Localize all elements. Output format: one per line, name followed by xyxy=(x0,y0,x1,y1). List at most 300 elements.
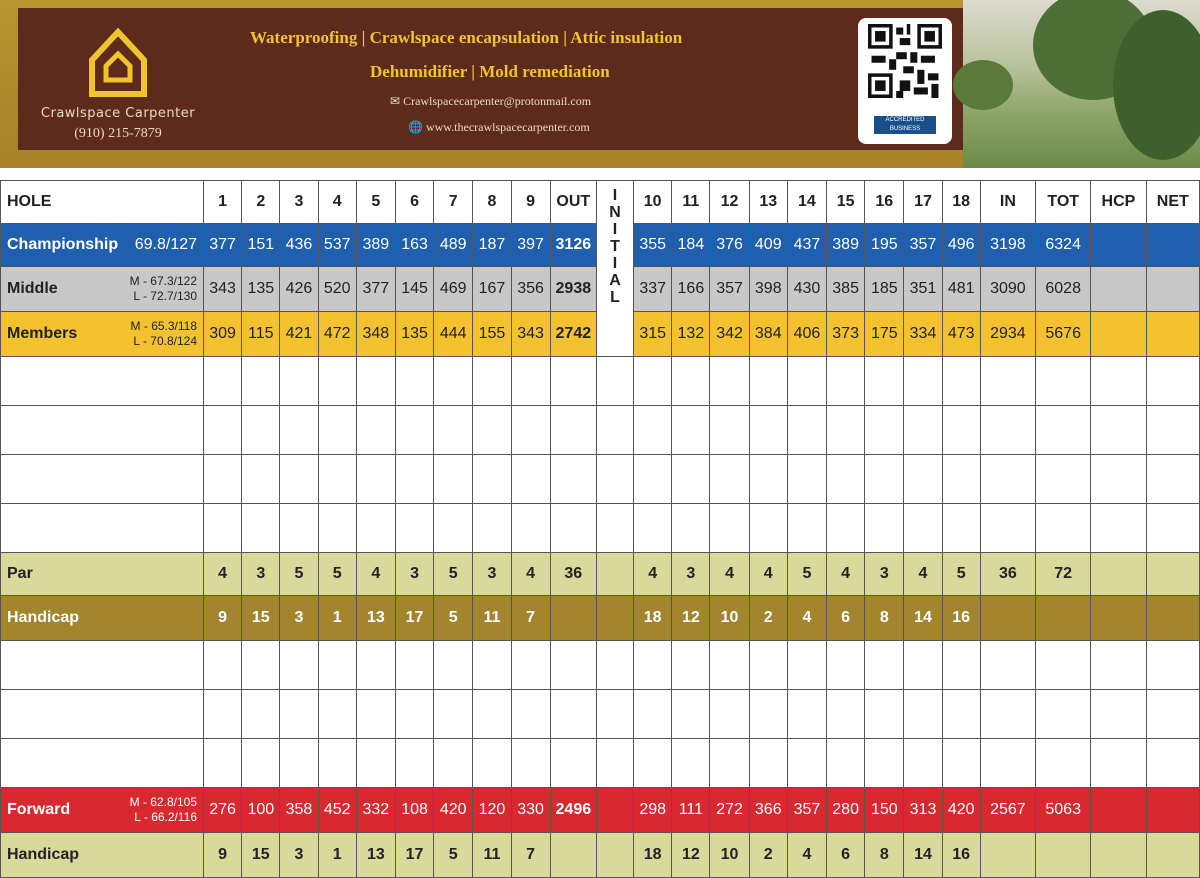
score-entry-cell[interactable] xyxy=(980,641,1035,690)
score-entry-cell[interactable] xyxy=(280,690,318,739)
score-entry-cell[interactable] xyxy=(634,739,672,788)
score-entry-cell[interactable] xyxy=(1091,406,1146,455)
hole-value: 111 xyxy=(672,788,710,833)
score-entry-cell[interactable] xyxy=(1091,455,1146,504)
score-entry-cell[interactable] xyxy=(204,357,242,406)
hole-value: 436 xyxy=(280,224,318,267)
hole-value: 16 xyxy=(942,833,980,878)
score-entry-cell[interactable] xyxy=(242,690,280,739)
row-label xyxy=(1,267,204,312)
score-entry-cell[interactable] xyxy=(634,690,672,739)
score-entry-cell[interactable] xyxy=(827,357,865,406)
score-entry-cell[interactable] xyxy=(280,504,318,553)
score-entry-cell[interactable] xyxy=(204,739,242,788)
score-entry-cell[interactable] xyxy=(511,455,550,504)
tee-name: Par xyxy=(7,565,33,582)
hole-value: 313 xyxy=(904,788,942,833)
score-entry-cell[interactable] xyxy=(395,690,433,739)
score-entry-cell[interactable] xyxy=(749,357,787,406)
score-entry-row xyxy=(1,357,1200,406)
score-entry-cell[interactable] xyxy=(1091,504,1146,553)
score-entry-cell[interactable] xyxy=(942,739,980,788)
hole-value: 100 xyxy=(242,788,280,833)
initial-gap xyxy=(596,455,633,504)
score-entry-cell[interactable] xyxy=(787,357,826,406)
score-entry-cell[interactable] xyxy=(1036,406,1091,455)
score-entry-row xyxy=(1,455,1200,504)
header-cell: 16 xyxy=(865,181,904,224)
score-entry-cell[interactable] xyxy=(710,406,749,455)
score-entry-cell[interactable] xyxy=(280,739,318,788)
score-entry-cell[interactable] xyxy=(242,455,280,504)
hole-value: 4 xyxy=(204,553,242,596)
score-entry-cell[interactable] xyxy=(1,357,204,406)
score-entry-cell[interactable] xyxy=(634,406,672,455)
hole-value: 155 xyxy=(473,312,511,357)
score-entry-cell[interactable] xyxy=(710,455,749,504)
out-total: 2742 xyxy=(550,312,596,357)
score-entry-cell[interactable] xyxy=(395,739,433,788)
score-entry-cell[interactable] xyxy=(904,641,942,690)
score-entry-cell[interactable] xyxy=(634,641,672,690)
score-entry-cell[interactable] xyxy=(672,504,710,553)
initial-column xyxy=(596,181,633,357)
hole-value: 473 xyxy=(942,312,980,357)
score-entry-cell[interactable] xyxy=(1036,739,1091,788)
score-entry-cell[interactable] xyxy=(865,641,904,690)
score-entry-cell[interactable] xyxy=(204,690,242,739)
score-entry-cell[interactable] xyxy=(434,406,473,455)
hole-value: 309 xyxy=(204,312,242,357)
score-entry-cell[interactable] xyxy=(672,455,710,504)
score-entry-cell[interactable] xyxy=(242,739,280,788)
score-entry-cell[interactable] xyxy=(942,406,980,455)
score-entry-cell[interactable] xyxy=(827,690,865,739)
hole-value: 430 xyxy=(787,267,826,312)
out-total xyxy=(550,833,596,878)
score-entry-cell[interactable] xyxy=(865,504,904,553)
score-entry-cell[interactable] xyxy=(1,455,204,504)
globe-icon: 🌐 xyxy=(408,120,423,134)
score-entry-cell[interactable] xyxy=(1036,455,1091,504)
hole-value: 135 xyxy=(242,267,280,312)
hole-value: 18 xyxy=(634,833,672,878)
banner-panel xyxy=(18,8,963,150)
hole-value: 6 xyxy=(827,596,865,641)
score-entry-cell[interactable] xyxy=(318,357,356,406)
score-entry-cell[interactable] xyxy=(1036,641,1091,690)
score-entry-cell[interactable] xyxy=(980,690,1035,739)
bbb-badge: ACCREDITED BUSINESS xyxy=(874,116,936,134)
house-logo-icon xyxy=(86,26,150,98)
score-entry-cell[interactable] xyxy=(634,455,672,504)
score-entry-cell[interactable] xyxy=(511,357,550,406)
hole-value: 2 xyxy=(749,596,787,641)
hole-value: 377 xyxy=(204,224,242,267)
score-entry-cell[interactable] xyxy=(827,739,865,788)
hole-value: 18 xyxy=(634,596,672,641)
hole-value: 385 xyxy=(827,267,865,312)
score-entry-cell[interactable] xyxy=(672,739,710,788)
score-entry-cell[interactable] xyxy=(787,406,826,455)
score-entry-cell[interactable] xyxy=(787,739,826,788)
score-entry-cell[interactable] xyxy=(1036,504,1091,553)
score-entry-cell[interactable] xyxy=(980,455,1035,504)
score-entry-cell[interactable] xyxy=(942,641,980,690)
initial-gap xyxy=(596,357,633,406)
hole-value: 337 xyxy=(634,267,672,312)
hole-value: 10 xyxy=(710,596,749,641)
score-entry-cell[interactable] xyxy=(980,406,1035,455)
score-entry-cell[interactable] xyxy=(710,641,749,690)
score-entry-cell[interactable] xyxy=(749,504,787,553)
hole-value: 4 xyxy=(356,553,395,596)
score-entry-cell[interactable] xyxy=(942,357,980,406)
header-cell: 1 xyxy=(204,181,242,224)
header-cell: 10 xyxy=(634,181,672,224)
hole-value: 469 xyxy=(434,267,473,312)
hole-value: 5 xyxy=(318,553,356,596)
hole-value: 351 xyxy=(904,267,942,312)
score-entry-cell[interactable] xyxy=(473,504,511,553)
hole-value: 17 xyxy=(395,596,433,641)
hole-value: 195 xyxy=(865,224,904,267)
score-entry-cell[interactable] xyxy=(672,357,710,406)
hcp-cell xyxy=(1091,788,1146,833)
score-entry-cell[interactable] xyxy=(280,641,318,690)
initial-letter: I xyxy=(612,187,618,204)
in-total: 3090 xyxy=(980,267,1035,312)
score-entry-cell[interactable] xyxy=(434,357,473,406)
score-entry-cell[interactable] xyxy=(749,455,787,504)
hole-value: 5 xyxy=(787,553,826,596)
tot-total: 72 xyxy=(1036,553,1091,596)
score-entry-cell[interactable] xyxy=(473,455,511,504)
score-entry-cell[interactable] xyxy=(204,504,242,553)
score-entry-cell[interactable] xyxy=(434,504,473,553)
score-entry-cell[interactable] xyxy=(242,406,280,455)
hole-value: 348 xyxy=(356,312,395,357)
score-entry-cell[interactable] xyxy=(827,504,865,553)
initial-gap xyxy=(596,641,633,690)
score-entry-cell[interactable] xyxy=(1146,504,1199,553)
score-entry-cell[interactable] xyxy=(904,406,942,455)
score-entry-cell[interactable] xyxy=(395,641,433,690)
separator: | xyxy=(563,28,567,47)
score-entry-cell[interactable] xyxy=(395,357,433,406)
hole-value: 11 xyxy=(473,833,511,878)
header-cell: HCP xyxy=(1091,181,1146,224)
score-entry-cell[interactable] xyxy=(356,406,395,455)
tot-total: 6324 xyxy=(1036,224,1091,267)
score-entry-cell[interactable] xyxy=(980,504,1035,553)
hole-value: 150 xyxy=(865,788,904,833)
score-entry-cell[interactable] xyxy=(634,504,672,553)
score-entry-cell[interactable] xyxy=(550,406,596,455)
score-entry-cell[interactable] xyxy=(511,739,550,788)
hole-value: 135 xyxy=(395,312,433,357)
score-entry-cell[interactable] xyxy=(242,357,280,406)
score-entry-cell[interactable] xyxy=(1146,406,1199,455)
score-entry-cell[interactable] xyxy=(672,641,710,690)
score-entry-cell[interactable] xyxy=(356,641,395,690)
initial-letter: N xyxy=(609,204,621,221)
score-entry-cell[interactable] xyxy=(511,690,550,739)
score-entry-cell[interactable] xyxy=(980,739,1035,788)
score-entry-cell[interactable] xyxy=(672,406,710,455)
email-line xyxy=(390,94,591,109)
score-entry-cell[interactable] xyxy=(865,357,904,406)
score-entry-cell[interactable] xyxy=(318,739,356,788)
hole-value: 1 xyxy=(318,596,356,641)
score-entry-cell[interactable] xyxy=(710,739,749,788)
par-row xyxy=(1,553,1200,596)
hole-value: 151 xyxy=(242,224,280,267)
initial-gap xyxy=(596,833,633,878)
hole-value: 175 xyxy=(865,312,904,357)
score-entry-cell[interactable] xyxy=(787,455,826,504)
out-total xyxy=(550,596,596,641)
score-entry-cell[interactable] xyxy=(511,406,550,455)
net-cell xyxy=(1146,596,1199,641)
handicap1-row xyxy=(1,596,1200,641)
score-entry-cell[interactable] xyxy=(318,690,356,739)
score-entry-row xyxy=(1,739,1200,788)
score-entry-cell[interactable] xyxy=(1,641,204,690)
score-entry-cell[interactable] xyxy=(511,504,550,553)
hole-value: 120 xyxy=(473,788,511,833)
website-url: www.thecrawlspacecarpenter.com xyxy=(425,120,590,134)
score-entry-cell[interactable] xyxy=(1,406,204,455)
score-entry-cell[interactable] xyxy=(1091,690,1146,739)
header-cell: 7 xyxy=(434,181,473,224)
in-total: 2934 xyxy=(980,312,1035,357)
score-entry-cell[interactable] xyxy=(749,690,787,739)
score-entry-cell[interactable] xyxy=(356,739,395,788)
score-entry-cell[interactable] xyxy=(318,455,356,504)
score-entry-cell[interactable] xyxy=(318,406,356,455)
score-entry-cell[interactable] xyxy=(1091,739,1146,788)
score-entry-cell[interactable] xyxy=(1146,357,1199,406)
website-line xyxy=(408,120,590,135)
hole-value: 4 xyxy=(904,553,942,596)
hole-value: 356 xyxy=(511,267,550,312)
score-entry-cell[interactable] xyxy=(1,739,204,788)
initial-gap xyxy=(596,739,633,788)
tot-total xyxy=(1036,596,1091,641)
hole-value: 11 xyxy=(473,596,511,641)
net-cell xyxy=(1146,312,1199,357)
score-entry-cell[interactable] xyxy=(395,504,433,553)
hole-value: 5 xyxy=(434,553,473,596)
score-entry-cell[interactable] xyxy=(634,357,672,406)
hole-value: 4 xyxy=(787,596,826,641)
score-entry-cell[interactable] xyxy=(1146,455,1199,504)
score-entry-row xyxy=(1,504,1200,553)
score-entry-cell[interactable] xyxy=(1,504,204,553)
hole-value: 343 xyxy=(204,267,242,312)
score-entry-cell[interactable] xyxy=(710,690,749,739)
tot-total: 5063 xyxy=(1036,788,1091,833)
tee-name: Middle xyxy=(7,280,58,297)
score-entry-cell[interactable] xyxy=(672,690,710,739)
hole-value: 1 xyxy=(318,833,356,878)
score-entry-cell[interactable] xyxy=(904,504,942,553)
score-entry-cell[interactable] xyxy=(865,455,904,504)
score-entry-cell[interactable] xyxy=(473,406,511,455)
score-entry-cell[interactable] xyxy=(1091,641,1146,690)
tee-name: Handicap xyxy=(7,609,80,626)
hole-value: 15 xyxy=(242,596,280,641)
score-entry-cell[interactable] xyxy=(280,406,318,455)
score-entry-cell[interactable] xyxy=(204,455,242,504)
hole-value: 4 xyxy=(787,833,826,878)
score-entry-cell[interactable] xyxy=(710,504,749,553)
score-entry-cell[interactable] xyxy=(204,406,242,455)
score-entry-cell[interactable] xyxy=(242,641,280,690)
service-crawlspace: Crawlspace encapsulation xyxy=(369,28,559,47)
score-entry-cell[interactable] xyxy=(473,690,511,739)
score-entry-row xyxy=(1,641,1200,690)
hole-value: 132 xyxy=(672,312,710,357)
score-entry-cell[interactable] xyxy=(980,357,1035,406)
score-entry-cell[interactable] xyxy=(865,739,904,788)
tee-rating: M - 67.3/122 L - 72.7/130 xyxy=(129,274,198,303)
email-icon: ✉ xyxy=(390,94,401,108)
score-entry-cell[interactable] xyxy=(865,406,904,455)
score-entry-cell[interactable] xyxy=(434,641,473,690)
score-entry-cell[interactable] xyxy=(904,690,942,739)
header-row xyxy=(1,181,1200,224)
score-entry-cell[interactable] xyxy=(356,504,395,553)
score-entry-cell[interactable] xyxy=(749,739,787,788)
score-entry-cell[interactable] xyxy=(550,690,596,739)
score-entry-cell[interactable] xyxy=(749,406,787,455)
score-entry-cell[interactable] xyxy=(550,641,596,690)
header-cell: 15 xyxy=(827,181,865,224)
score-entry-cell[interactable] xyxy=(434,739,473,788)
score-entry-cell[interactable] xyxy=(1146,641,1199,690)
score-entry-cell[interactable] xyxy=(434,690,473,739)
score-entry-cell[interactable] xyxy=(356,690,395,739)
hole-value: 5 xyxy=(434,833,473,878)
qr-card xyxy=(858,18,952,144)
hole-value: 315 xyxy=(634,312,672,357)
score-entry-cell[interactable] xyxy=(395,455,433,504)
hole-value: 377 xyxy=(356,267,395,312)
service-dehumidifier: Dehumidifier xyxy=(370,62,467,81)
out-total: 36 xyxy=(550,553,596,596)
net-cell xyxy=(1146,833,1199,878)
out-total: 2938 xyxy=(550,267,596,312)
score-entry-cell[interactable] xyxy=(904,357,942,406)
header-cell: 17 xyxy=(904,181,942,224)
score-entry-cell[interactable] xyxy=(942,504,980,553)
hole-value: 3 xyxy=(280,833,318,878)
tee-name: Forward xyxy=(7,801,71,818)
hole-value: 357 xyxy=(904,224,942,267)
tee-name: Handicap xyxy=(7,846,80,863)
initial-gap xyxy=(596,690,633,739)
score-entry-cell[interactable] xyxy=(242,504,280,553)
score-entry-cell[interactable] xyxy=(749,641,787,690)
in-total xyxy=(980,833,1035,878)
services-line-1 xyxy=(250,28,682,48)
score-entry-cell[interactable] xyxy=(1091,357,1146,406)
score-entry-cell[interactable] xyxy=(787,504,826,553)
score-entry-cell[interactable] xyxy=(865,690,904,739)
score-entry-cell[interactable] xyxy=(550,739,596,788)
service-mold: Mold remediation xyxy=(479,62,610,81)
score-entry-cell[interactable] xyxy=(942,455,980,504)
hole-value: 9 xyxy=(204,833,242,878)
score-entry-cell[interactable] xyxy=(318,641,356,690)
score-entry-cell[interactable] xyxy=(787,690,826,739)
hole-value: 4 xyxy=(749,553,787,596)
score-entry-cell[interactable] xyxy=(395,406,433,455)
score-entry-cell[interactable] xyxy=(1,690,204,739)
hole-value: 7 xyxy=(511,596,550,641)
hole-value: 4 xyxy=(710,553,749,596)
header-cell: OUT xyxy=(550,181,596,224)
score-entry-cell[interactable] xyxy=(280,357,318,406)
score-entry-cell[interactable] xyxy=(710,357,749,406)
score-entry-cell[interactable] xyxy=(473,357,511,406)
hole-value: 343 xyxy=(511,312,550,357)
score-entry-cell[interactable] xyxy=(356,455,395,504)
score-entry-cell[interactable] xyxy=(827,406,865,455)
score-entry-cell[interactable] xyxy=(1146,739,1199,788)
score-entry-cell[interactable] xyxy=(904,739,942,788)
score-entry-cell[interactable] xyxy=(280,455,318,504)
tot-total xyxy=(1036,833,1091,878)
score-entry-cell[interactable] xyxy=(511,641,550,690)
initial-letter: A xyxy=(609,272,621,289)
initial-gap xyxy=(596,553,633,596)
score-entry-cell[interactable] xyxy=(550,504,596,553)
hole-value: 330 xyxy=(511,788,550,833)
score-entry-cell[interactable] xyxy=(1146,690,1199,739)
score-entry-cell[interactable] xyxy=(550,455,596,504)
score-entry-cell[interactable] xyxy=(356,357,395,406)
tee-name: Championship xyxy=(7,236,119,253)
score-entry-cell[interactable] xyxy=(204,641,242,690)
initial-gap xyxy=(596,788,633,833)
score-entry-cell[interactable] xyxy=(827,455,865,504)
score-entry-cell[interactable] xyxy=(473,641,511,690)
score-entry-cell[interactable] xyxy=(827,641,865,690)
handicap2-row xyxy=(1,833,1200,878)
score-entry-cell[interactable] xyxy=(434,455,473,504)
score-entry-cell[interactable] xyxy=(318,504,356,553)
score-entry-cell[interactable] xyxy=(904,455,942,504)
row-label xyxy=(1,312,204,357)
hole-value: 187 xyxy=(473,224,511,267)
hole-value: 366 xyxy=(749,788,787,833)
score-entry-cell[interactable] xyxy=(473,739,511,788)
header-cell: 11 xyxy=(672,181,710,224)
net-cell xyxy=(1146,553,1199,596)
score-entry-cell[interactable] xyxy=(787,641,826,690)
score-entry-cell[interactable] xyxy=(1036,357,1091,406)
score-entry-cell[interactable] xyxy=(942,690,980,739)
hcp-cell xyxy=(1091,312,1146,357)
initial-gap xyxy=(596,596,633,641)
hole-value: 3 xyxy=(865,553,904,596)
score-entry-cell[interactable] xyxy=(550,357,596,406)
hole-value: 14 xyxy=(904,833,942,878)
score-entry-cell[interactable] xyxy=(1036,690,1091,739)
